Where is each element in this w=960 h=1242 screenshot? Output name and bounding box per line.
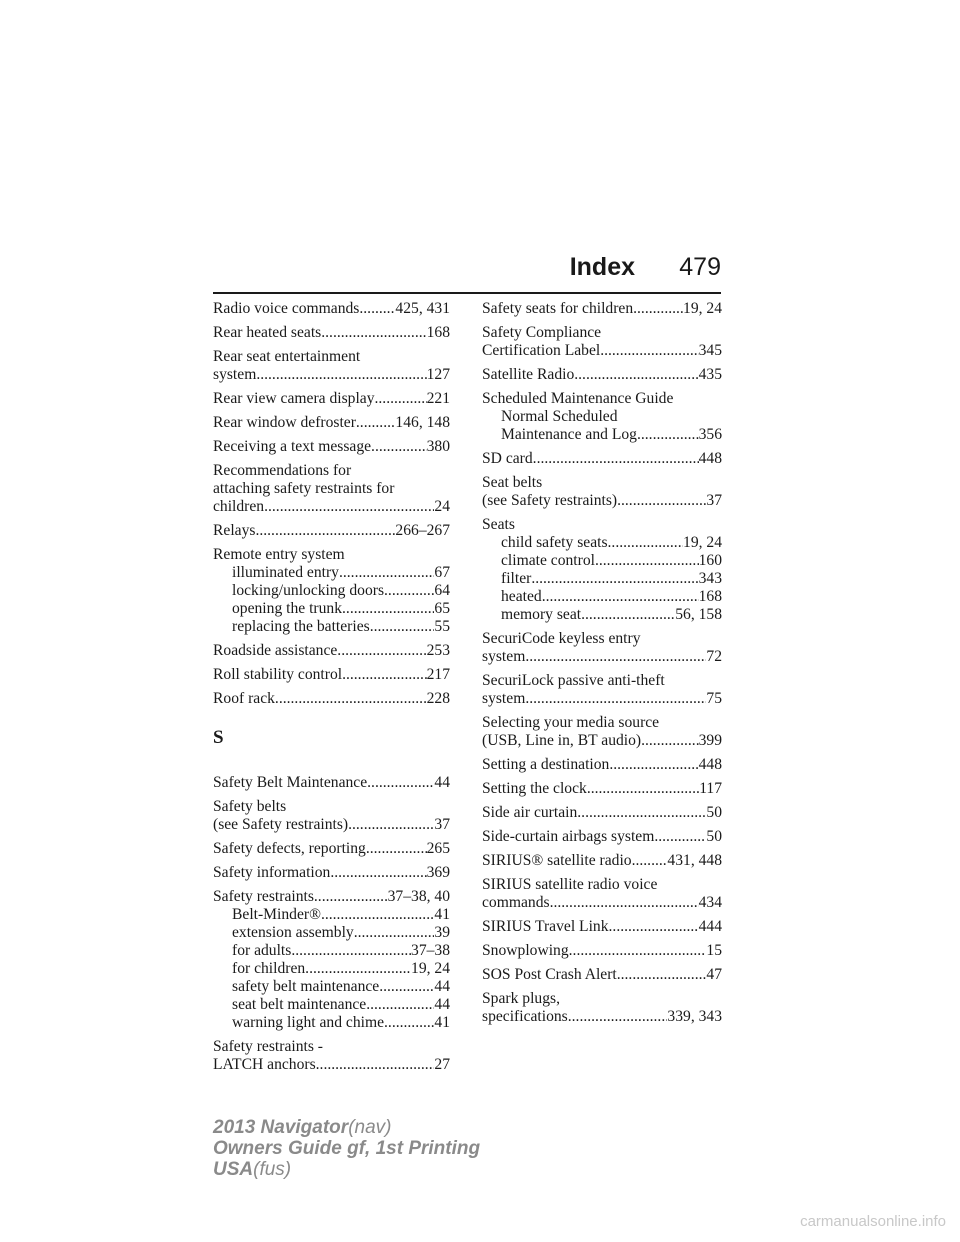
index-entry <box>213 666 450 684</box>
index-entry-line <box>213 642 450 660</box>
page-header <box>213 253 721 289</box>
entry-page-ref: 37 <box>706 492 722 509</box>
entry-page-ref: 356 <box>698 426 722 443</box>
entry-page-ref: 19, 24 <box>683 300 722 317</box>
entry-page-ref: 67 <box>434 564 450 581</box>
index-entry-line <box>482 342 722 360</box>
index-entry-line <box>482 390 722 408</box>
entry-text: Rear heated seats <box>213 324 322 341</box>
index-entry-line <box>482 942 722 960</box>
section-letter: S <box>213 727 224 748</box>
entry-text: Normal Scheduled <box>501 408 618 425</box>
entry-page-ref: 345 <box>698 342 722 359</box>
index-entry-line <box>482 714 722 732</box>
leader-dots <box>275 690 427 708</box>
index-subentry <box>482 534 722 552</box>
entry-text: Setting a destination <box>482 756 610 773</box>
leader-dots <box>330 864 426 882</box>
leader-dots <box>339 564 434 582</box>
leader-dots <box>569 942 707 960</box>
entry-page-ref: 24 <box>434 498 450 515</box>
index-entry-line <box>213 774 450 792</box>
index-entry <box>213 438 450 456</box>
entry-page-ref: 44 <box>434 996 450 1013</box>
leader-dots <box>609 918 699 936</box>
index-entry <box>482 828 722 846</box>
index-entry-line <box>213 414 450 432</box>
leader-dots <box>256 366 426 384</box>
entry-text: Safety Belt Maintenance <box>213 774 368 791</box>
entry-page-ref: 425, 431 <box>395 300 450 317</box>
entry-page-ref: 265 <box>426 840 450 857</box>
entry-text: Safety defects, reporting <box>213 840 366 857</box>
leader-dots <box>354 924 435 942</box>
entry-text: Seat belts <box>482 474 543 491</box>
entry-page-ref: 72 <box>706 648 722 665</box>
index-subentry <box>482 426 722 444</box>
index-entry-line <box>482 966 722 984</box>
entry-text: Spark plugs, <box>482 990 560 1007</box>
entry-text: attaching safety restraints for <box>213 480 395 497</box>
leader-dots <box>531 570 698 588</box>
entry-text: SOS Post Crash Alert <box>482 966 617 983</box>
leader-dots <box>342 666 427 684</box>
footer-edition: Owners Guide gf, 1st Printing <box>213 1138 481 1159</box>
index-entry-line <box>213 300 450 318</box>
index-column-left <box>213 300 450 1080</box>
entry-text: SIRIUS Travel Link <box>482 918 609 935</box>
entry-text: Roof rack <box>213 690 275 707</box>
index-entry <box>482 300 722 318</box>
entry-page-ref: 380 <box>426 438 450 455</box>
entry-text: replacing the batteries <box>232 618 370 635</box>
entry-text: for children <box>232 960 306 977</box>
entry-text: Rear window defroster <box>213 414 356 431</box>
entry-page-ref: 266–267 <box>395 522 450 539</box>
leader-dots <box>574 366 698 384</box>
index-subentry <box>482 588 722 606</box>
entry-text: for adults <box>232 942 292 959</box>
leader-dots <box>533 450 699 468</box>
index-entry <box>482 714 722 750</box>
entry-page-ref: 19, 24 <box>683 534 722 551</box>
index-entry <box>213 546 450 636</box>
index-subentry <box>213 564 450 582</box>
entry-text: children <box>213 498 265 515</box>
index-entry-line <box>482 630 722 648</box>
index-entry <box>482 450 722 468</box>
entry-page-ref: 19, 24 <box>411 960 450 977</box>
entry-text: system <box>482 690 526 707</box>
index-entry <box>213 462 450 516</box>
leader-dots <box>550 894 699 912</box>
entry-page-ref: 160 <box>698 552 722 569</box>
index-subentry <box>213 924 450 942</box>
footer <box>213 1117 480 1180</box>
index-entry-line <box>482 366 722 384</box>
index-entry-line <box>213 480 450 498</box>
index-entry-line <box>482 474 722 492</box>
entry-text: Satellite Radio <box>482 366 575 383</box>
entry-page-ref: 444 <box>698 918 722 935</box>
entry-page-ref: 50 <box>706 828 722 845</box>
entry-text: commands <box>482 894 550 911</box>
entry-text: SIRIUS satellite radio voice <box>482 876 658 893</box>
index-subentry <box>213 996 450 1014</box>
index-entry <box>482 630 722 666</box>
entry-text: Selecting your media source <box>482 714 660 731</box>
watermark: carmanualsonline.info <box>800 1213 946 1230</box>
entry-text: Safety restraints - <box>213 1038 323 1055</box>
entry-page-ref: 448 <box>698 450 722 467</box>
entry-page-ref: 64 <box>434 582 450 599</box>
leader-dots <box>370 618 435 636</box>
entry-text: Certification Label <box>482 342 601 359</box>
leader-dots <box>609 756 698 774</box>
index-entry-line <box>213 546 450 564</box>
index-entry-line <box>482 300 722 318</box>
leader-dots <box>641 732 699 750</box>
entry-page-ref: 50 <box>706 804 722 821</box>
index-entry-line <box>213 390 450 408</box>
entry-page-ref: 15 <box>706 942 722 959</box>
entry-text: Roadside assistance <box>213 642 338 659</box>
leader-dots <box>379 978 434 996</box>
index-entry-line <box>213 864 450 882</box>
index-entry-line <box>482 876 722 894</box>
index-entry-line <box>213 690 450 708</box>
index-entry <box>213 348 450 384</box>
entry-page-ref: 41 <box>434 1014 450 1031</box>
entry-text: climate control <box>501 552 595 569</box>
index-entry-line <box>482 894 722 912</box>
leader-dots <box>321 906 434 924</box>
index-entry-line <box>213 888 450 906</box>
index-entry-line <box>482 648 722 666</box>
entry-page-ref: 27 <box>434 1056 450 1073</box>
entry-page-ref: 448 <box>698 756 722 773</box>
index-entry <box>482 324 722 360</box>
entry-text: Radio voice commands <box>213 300 360 317</box>
entry-text: Seats <box>482 516 515 533</box>
entry-text: Setting the clock <box>482 780 587 797</box>
index-subentry <box>213 960 450 978</box>
index-entry <box>213 522 450 540</box>
entry-page-ref: 369 <box>426 864 450 881</box>
index-entry <box>482 876 722 912</box>
leader-dots <box>632 852 668 870</box>
leader-dots <box>384 1014 434 1032</box>
leader-dots <box>542 588 699 606</box>
entry-page-ref: 228 <box>426 690 450 707</box>
entry-page-ref: 434 <box>698 894 722 911</box>
entry-text: filter <box>501 570 532 587</box>
entry-page-ref: 431, 448 <box>667 852 722 869</box>
index-entry <box>482 756 722 774</box>
leader-dots <box>316 1056 435 1074</box>
index-subentry <box>213 600 450 618</box>
entry-text: Relays <box>213 522 256 539</box>
entry-text: Safety restraints <box>213 888 314 905</box>
index-subentry <box>482 606 722 624</box>
page-title: Index <box>569 253 635 281</box>
index-entry-line <box>482 804 722 822</box>
entry-page-ref: 221 <box>426 390 450 407</box>
index-entry <box>213 840 450 858</box>
leader-dots <box>314 888 388 906</box>
entry-text: Remote entry system <box>213 546 345 563</box>
entry-text: system <box>213 366 257 383</box>
entry-page-ref: 37 <box>434 816 450 833</box>
entry-text: SD card <box>482 450 533 467</box>
entry-text: (USB, Line in, BT audio) <box>482 732 642 749</box>
leader-dots <box>637 426 699 444</box>
index-entry <box>213 390 450 408</box>
index-entry <box>482 780 722 798</box>
index-entry <box>213 690 450 708</box>
index-entry <box>213 642 450 660</box>
entry-text: (see Safety restraints) <box>482 492 618 509</box>
footer-model: 2013 Navigator <box>213 1117 349 1138</box>
entry-text: safety belt maintenance <box>232 978 380 995</box>
header-rule <box>213 292 721 294</box>
footer-model-code: (nav) <box>348 1117 392 1138</box>
entry-page-ref: 343 <box>698 570 722 587</box>
entry-page-ref: 127 <box>426 366 450 383</box>
entry-page-ref: 44 <box>434 978 450 995</box>
leader-dots <box>568 1008 668 1026</box>
leader-dots <box>321 324 426 342</box>
entry-text: LATCH anchors <box>213 1056 316 1073</box>
index-entry-line <box>482 780 722 798</box>
index-entry-line <box>213 840 450 858</box>
entry-text: Safety Compliance <box>482 324 602 341</box>
entry-text: seat belt maintenance <box>232 996 367 1013</box>
index-entry <box>482 942 722 960</box>
entry-text: Recommendations for <box>213 462 352 479</box>
entry-page-ref: 37–38, 40 <box>387 888 450 905</box>
entry-text: SIRIUS® satellite radio <box>482 852 632 869</box>
entry-text: opening the trunk <box>232 600 343 617</box>
leader-dots <box>359 300 395 318</box>
index-entry-line <box>482 732 722 750</box>
leader-dots <box>525 690 706 708</box>
entry-page-ref: 41 <box>434 906 450 923</box>
leader-dots <box>342 600 434 618</box>
leader-dots <box>581 606 675 624</box>
index-entry <box>213 414 450 432</box>
entry-page-ref: 65 <box>434 600 450 617</box>
index-entry-line <box>213 816 450 834</box>
leader-dots <box>255 522 395 540</box>
leader-dots <box>366 840 427 858</box>
entry-page-ref: 44 <box>434 774 450 791</box>
entry-page-ref: 168 <box>426 324 450 341</box>
index-entry <box>482 804 722 822</box>
leader-dots <box>356 414 396 432</box>
entry-text: heated <box>501 588 542 605</box>
entry-page-ref: 75 <box>706 690 722 707</box>
leader-dots <box>367 774 434 792</box>
entry-page-ref: 146, 148 <box>395 414 450 431</box>
index-entry <box>213 1038 450 1074</box>
leader-dots <box>600 342 698 360</box>
entry-page-ref: 217 <box>426 666 450 683</box>
entry-text: Receiving a text message <box>213 438 372 455</box>
entry-page-ref: 47 <box>706 966 722 983</box>
index-entry <box>213 324 450 342</box>
leader-dots <box>348 816 434 834</box>
leader-dots <box>291 942 411 960</box>
entry-page-ref: 117 <box>699 780 722 797</box>
entry-text: Roll stability control <box>213 666 343 683</box>
entry-page-ref: 56, 158 <box>675 606 722 623</box>
entry-text: child safety seats <box>501 534 608 551</box>
index-subentry <box>213 1014 450 1032</box>
index-subentry <box>482 570 722 588</box>
entry-page-ref: 39 <box>434 924 450 941</box>
entry-text: Rear view camera display <box>213 390 375 407</box>
index-entry <box>213 774 450 792</box>
leader-dots <box>654 828 706 846</box>
index-entry-line <box>213 462 450 480</box>
entry-text: memory seat <box>501 606 582 623</box>
index-entry-line <box>482 492 722 510</box>
entry-page-ref: 253 <box>426 642 450 659</box>
index-entry <box>213 300 450 318</box>
entry-text: extension assembly <box>232 924 354 941</box>
leader-dots <box>525 648 706 666</box>
index-subentry <box>213 978 450 996</box>
entry-text: Safety information <box>213 864 331 881</box>
index-entry-line <box>213 498 450 516</box>
leader-dots <box>633 300 683 318</box>
leader-dots <box>384 582 434 600</box>
index-entry <box>482 852 722 870</box>
index-entry <box>482 672 722 708</box>
leader-dots <box>595 552 699 570</box>
entry-text: illuminated entry <box>232 564 339 581</box>
entry-page-ref: 399 <box>698 732 722 749</box>
index-entry <box>213 888 450 1032</box>
index-subentry <box>213 906 450 924</box>
entry-text: Scheduled Maintenance Guide <box>482 390 674 407</box>
index-entry <box>482 990 722 1026</box>
entry-page-ref: 168 <box>698 588 722 605</box>
leader-dots <box>264 498 434 516</box>
leader-dots <box>617 966 707 984</box>
page-number: 479 <box>679 253 721 281</box>
index-entry-line <box>213 798 450 816</box>
entry-text: Belt-Minder® <box>232 906 321 923</box>
index-entry <box>482 918 722 936</box>
index-subentry <box>482 552 722 570</box>
index-entry-line <box>482 450 722 468</box>
leader-dots <box>577 804 706 822</box>
footer-market-code: (fus) <box>253 1159 292 1180</box>
entry-text: Snowplowing <box>482 942 569 959</box>
leader-dots <box>617 492 706 510</box>
index-entry-line <box>482 828 722 846</box>
entry-text: Safety seats for children <box>482 300 634 317</box>
index-subentry <box>213 942 450 960</box>
entry-text: Safety belts <box>213 798 287 815</box>
index-entry-line <box>213 1056 450 1074</box>
index-entry-line <box>482 990 722 1008</box>
index-entry <box>482 966 722 984</box>
entry-text: Side air curtain <box>482 804 578 821</box>
leader-dots <box>608 534 683 552</box>
entry-text: locking/unlocking doors <box>232 582 385 599</box>
entry-text: Rear seat entertainment <box>213 348 361 365</box>
entry-text: SecuriLock passive anti-theft <box>482 672 665 689</box>
entry-page-ref: 55 <box>434 618 450 635</box>
index-entry-line <box>482 852 722 870</box>
entry-page-ref: 37–38 <box>411 942 450 959</box>
index-entry <box>482 390 722 444</box>
index-entry-line <box>213 1038 450 1056</box>
index-entry-line <box>482 324 722 342</box>
index-subentry <box>213 618 450 636</box>
index-entry-line <box>213 324 450 342</box>
index-entry-line <box>482 672 722 690</box>
entry-text: (see Safety restraints) <box>213 816 349 833</box>
entry-text: Side-curtain airbags system <box>482 828 655 845</box>
index-entry <box>482 516 722 624</box>
index-entry-line <box>482 1008 722 1026</box>
index-entry-line <box>482 756 722 774</box>
index-entry-line <box>482 690 722 708</box>
index-entry-line <box>213 348 450 366</box>
index-entry-line <box>213 366 450 384</box>
entry-text: specifications <box>482 1008 568 1025</box>
entry-text: SecuriCode keyless entry <box>482 630 641 647</box>
leader-dots <box>371 438 427 456</box>
index-entry-line <box>482 918 722 936</box>
index-entry-line <box>213 438 450 456</box>
leader-dots <box>375 390 427 408</box>
index-entry <box>213 864 450 882</box>
index-column-right <box>482 300 722 1032</box>
leader-dots <box>305 960 411 978</box>
footer-market: USA <box>213 1159 254 1180</box>
index-entry <box>482 474 722 510</box>
entry-page-ref: 435 <box>698 366 722 383</box>
leader-dots <box>366 996 434 1014</box>
index-entry-line <box>213 522 450 540</box>
index-subentry <box>482 408 722 426</box>
index-subentry <box>213 582 450 600</box>
index-entry <box>482 366 722 384</box>
index-entry-line <box>213 666 450 684</box>
entry-text: warning light and chime <box>232 1014 385 1031</box>
leader-dots <box>337 642 426 660</box>
entry-text: Maintenance and Log <box>501 426 637 443</box>
entry-text: system <box>482 648 526 665</box>
index-entry <box>213 798 450 834</box>
index-entry-line <box>482 516 722 534</box>
leader-dots <box>587 780 699 798</box>
entry-page-ref: 339, 343 <box>667 1008 722 1025</box>
